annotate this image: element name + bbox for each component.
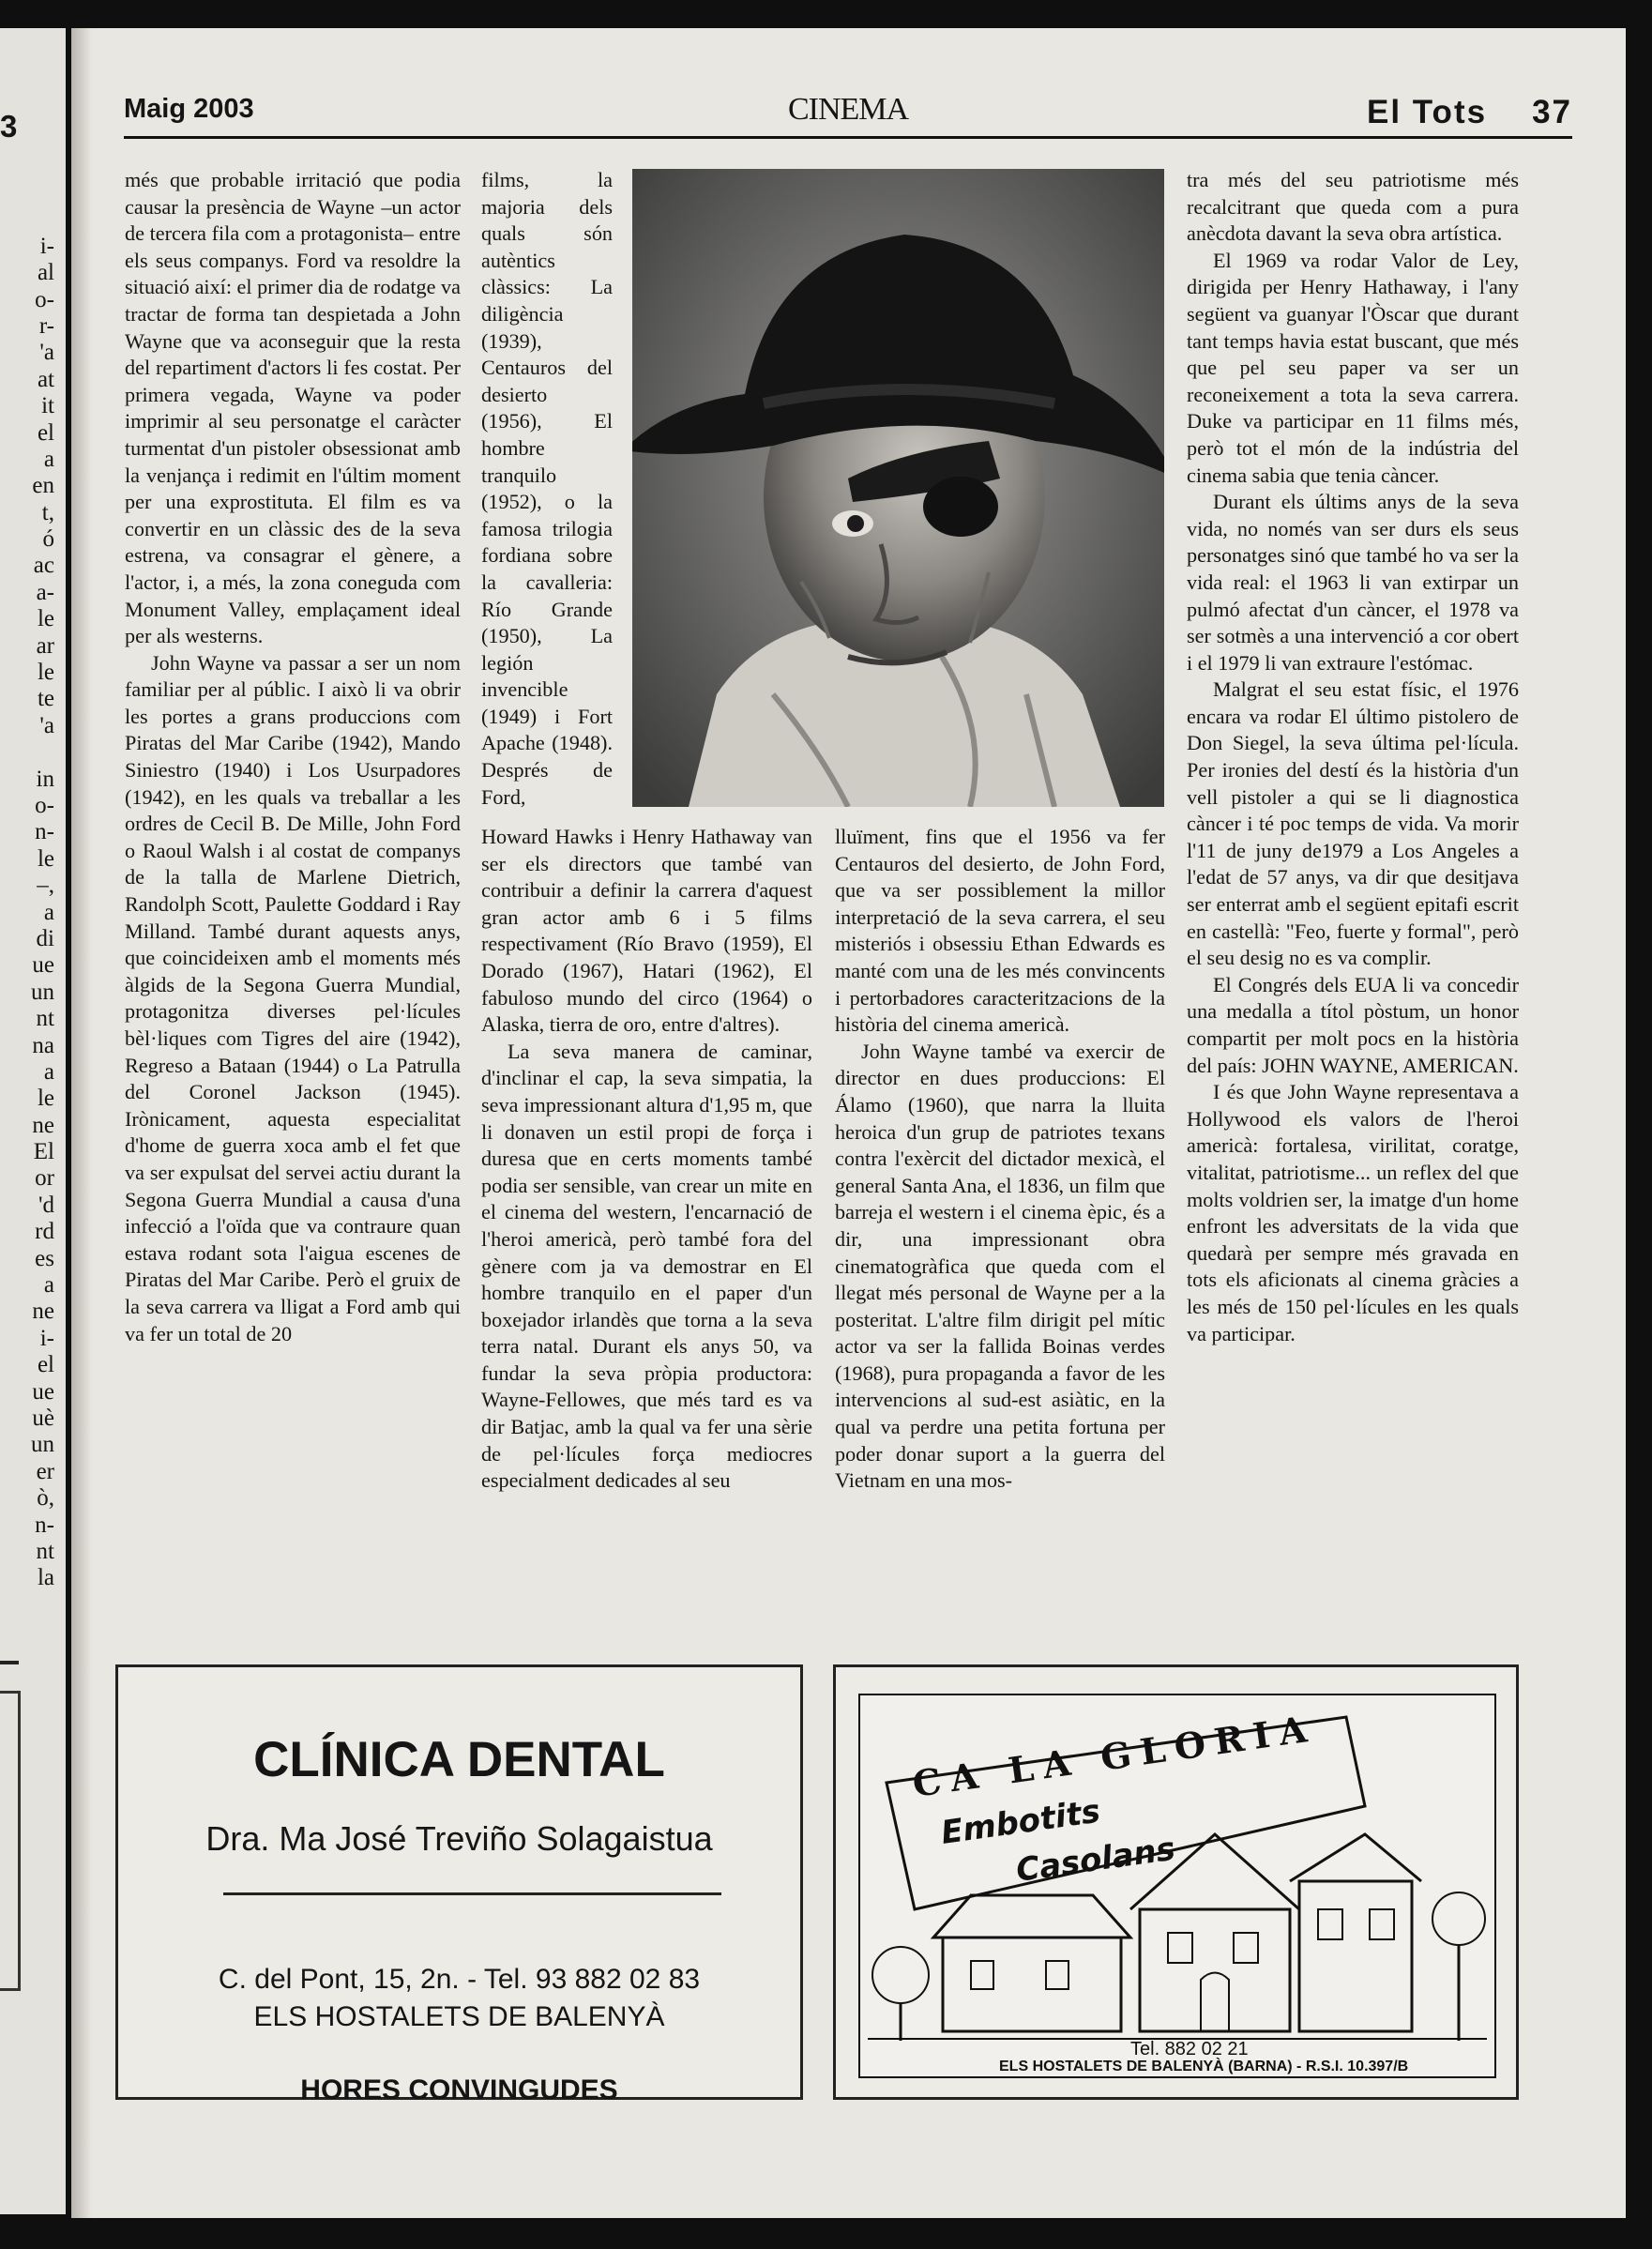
binding-shadow	[71, 28, 92, 2218]
article-column-2-top	[481, 167, 613, 811]
previous-page-fragment: ue	[32, 952, 54, 979]
paragraph: John Wayne va passar a ser un nom familiar per al públic. I això li va obrir les portes a grans produccions com Piratas del Mar Caribe (1942), Mando Siniestro (1940) i Los Usurpadores (1942), en les quals va treballar a les ordres de Cecil B. De Mille, John Ford o Raoul Walsh i al costat de companys de la talla de Marlene Dietrich, Randolph Scott, Paulette Goddard i Ray Milland. També durant aquests anys, que coincideixen amb el moments més àlgids de la Segona Guerra Mundial, protagonitza diverses pel·lícules bèl·liques com Tigres del aire (1942), Regreso a Bataan (1944) o La Patrulla del Coronel Jackson (1945). Irònicament, aquesta especialitat d'home de guerra xoca amb el fet que va ser expulsat del servei actiu durant la Segona Guerra Mundial a causa d'una infecció a l'oïda que va contraure quan estava rodant sota l'aigua escenes de Piratas del Mar Caribe. Però el gruix de la seva carrera va lligat a Ford amb qui va fer un total de 20	[125, 650, 461, 1345]
previous-page-rule	[0, 1661, 19, 1664]
page-header	[124, 92, 1572, 139]
ad-hours: HORES CONVINGUDES	[300, 2074, 618, 2105]
previous-page-fragment: es	[35, 1245, 54, 1271]
publication-and-page	[1367, 94, 1572, 131]
paragraph: més que probable irritació que podia causar la presència de Wayne –un actor de tercera fila com a protagonista– entre els seus companys. Ford va resoldre la situació així: el primer dia de rodatge va tractar de forma tan despietada a John Wayne que va aconseguir que la resta del repartiment d'actors li fes costat. Per primera vegada, Wayne va poder imprimir al seu personatge el caràcter turmentat d'un pistoler obsessionat amb la venjança i redimit en l'últim moment per una exprostitutа. El film es va convertir en un clàssic des de la seva estrena, va consagrar el gènere, a l'actor, i, a més, la zona coneguda com Monument Valley, emplaçament ideal per als westerns.	[125, 168, 461, 648]
previous-page-ad-edge	[0, 1691, 21, 1991]
previous-page-fragment: ac	[33, 553, 54, 579]
previous-page-fragment: a	[43, 899, 54, 925]
previous-page-fragment: t,	[41, 499, 54, 525]
ad-doctor-name: Dra. Ma José Treviño Solagaistua	[205, 1819, 713, 1858]
ad-title: CLÍNICA DENTAL	[253, 1732, 665, 1787]
previous-page-fragment: o-	[35, 792, 54, 818]
previous-page-fragment: un	[31, 1432, 54, 1458]
previous-page-fragment: ar	[36, 632, 54, 659]
previous-page-fragment: r-	[38, 312, 54, 339]
previous-page-fragment: i-	[39, 233, 54, 259]
previous-page-fragment: 'd	[38, 1192, 54, 1218]
ad-address: C. del Pont, 15, 2n. - Tel. 93 882 02 83	[218, 1964, 701, 1995]
previous-page-fragment: le	[37, 606, 54, 632]
previous-page-fragment: nt	[36, 1538, 54, 1564]
previous-page-fragment: te	[37, 686, 54, 712]
article-column-4	[1187, 167, 1519, 1347]
previous-page-fragment: en	[32, 473, 54, 499]
previous-page-fragment: or	[35, 1165, 54, 1192]
previous-page-fragment: di	[36, 925, 54, 951]
paragraph: Malgrat el seu estat físic, el 1976 encara va rodar El último pistolero de Don Siegel, la seva última pel·lícula. Per ironies del destí és la història d'un vell pistoler a qui se li diagnostica càncer i té poc temps de vida. Va morir l'11 de juny de1979 a Los Angeles a l'edat de 57 anys, va dir que desitjava ser enterrat amb el següent epitafi escrit en castellà: "Feo, fuerte y formal", però el seu desig no es va complir.	[1187, 677, 1519, 970]
previous-page-fragment: a-	[36, 579, 54, 605]
issue-date: Maig 2003	[124, 94, 254, 124]
previous-page-edge	[0, 28, 66, 2214]
previous-page-fragment: 'a	[39, 712, 54, 738]
previous-page-fragment	[0, 180, 54, 206]
paragraph: Durant els últims anys de la seva vida, no només van ser durs els seus personatges sinó que també ho va ser la vida real: el 1963 li van extirpar un pulmó afectat d'un càncer, el 1978 va ser sotmès a una intervenció a cor obert i el 1979 li van extraure l'estómac.	[1187, 490, 1519, 675]
previous-page-fragment: un	[31, 979, 54, 1005]
previous-page-fragment	[0, 739, 54, 766]
previous-page-fragment: le	[37, 1086, 54, 1112]
paragraph: tra més del seu patriotisme més recalcitrant que queda com a pura anècdota davant la seva obra artística.	[1187, 168, 1519, 246]
previous-page-fragment: o-	[35, 286, 54, 312]
previous-page-fragment: er	[36, 1458, 54, 1484]
previous-page-fragment: nt	[36, 1006, 54, 1032]
previous-page-fragment: in	[36, 766, 54, 792]
previous-page-fragment: ó	[42, 526, 54, 553]
paragraph: lluïment, fins que el 1956 va fer Centauros del desierto, de John Ford, que va ser possiblement la millor interpretació de la seva carrera, el seu misteriós i obsessiu Ethan Edwards es manté com una de les més convincents i pertorbadores caracteritzacions de la història del cinema americà.	[835, 825, 1165, 1037]
previous-page-fragment: la	[37, 1565, 54, 1591]
ca-la-gloria-drawing	[858, 1694, 1496, 2078]
previous-page-fragment: i-	[39, 1325, 54, 1351]
previous-page-fragment: at	[37, 366, 54, 392]
previous-page-fragment: El	[33, 1139, 54, 1165]
paragraph: La seva manera de caminar, d'inclinar el cap, la seva simpatia, la seva impressionant altura d'1,95 m, que li donaven un estil propi de força i duresa que en certs moments també podia ser sensible, van crear un mite en el cinema del western, l'encarnació de l'heroi americà, però també fora del gènere com ja va demostrar en El hombre tranquilo en el paper d'un boxejador irlandès que torna a la seva terra natal. Durant els anys 50, va fundar la seva pròpia productora: Wayne-Fellowes, que més tard es va dir Batjac, amb la qual va fer una sèrie de pel·lícules força mediocres especialment dedicades al seu	[481, 1039, 812, 1493]
ad-line-1: Embotits	[938, 1792, 1103, 1852]
paragraph: Howard Hawks i Henry Hathaway van ser els directors que també van contribuir a definir la carrera d'aquest gran actor amb 6 i 5 films respectivament (Río Bravo (1959), El Dorado (1967), Hatari (1962), El fabuloso mundo del circo (1964) o Alaska, tierra de oro, entre d'altres).	[481, 825, 812, 1037]
previous-page-fragment: rd	[35, 1219, 54, 1245]
previous-page-fragment: ò,	[37, 1485, 54, 1512]
article-column-3	[835, 824, 1165, 1495]
previous-page-fragment: ne	[32, 1299, 54, 1325]
previous-page-fragment: ue	[32, 1378, 54, 1405]
previous-page-fragment: le	[37, 845, 54, 872]
dental-clinic-ad	[115, 1664, 803, 2105]
paragraph: I és que John Wayne representava a Hollywood els valors de l'heroi americà: fortalesa, virilitat, coratge, vitalitat, patriotisme... un reflex del que molts voldrien ser, la imatge d'un home enfront les adversitats de la vida que quedarà per sempre més gravada en tots els aficionats al cinema gràcies a les més de 150 pel·lícules en les quals va participar.	[1187, 1080, 1519, 1345]
previous-page-number: 3	[0, 109, 18, 144]
article-column-2-bottom	[481, 824, 812, 1495]
previous-page-fragment: a	[43, 1272, 54, 1299]
previous-page-fragment: el	[37, 419, 54, 446]
ad-town: ELS HOSTALETS DE BALENYÀ	[253, 2001, 665, 2032]
previous-page-fragment: ne	[32, 1112, 54, 1138]
previous-page-fragment: uè	[32, 1405, 54, 1431]
portrait-illustration	[632, 169, 1164, 807]
previous-page-fragment: a	[43, 1058, 54, 1085]
previous-page-fragment: na	[32, 1032, 54, 1058]
previous-page-fragment: 'a	[39, 340, 54, 366]
previous-page-text-fragments	[0, 180, 54, 1592]
paragraph: films, la majoria dels quals són autèntics clàssics: La diligència (1939), Centauros del desierto (1956), El hombre tranquilo (1952), o la famosa trilogia fordiana sobre la cavalleria: Río Grande (1950), La legión invencible (1949) i Fort Apache (1948). Després de Ford,	[481, 168, 613, 809]
previous-page-fragment: a	[43, 446, 54, 472]
publication-name: El Tots	[1366, 94, 1488, 130]
ca-la-gloria-ad	[833, 1664, 1519, 2100]
article-column-1	[125, 167, 461, 1347]
previous-page-fragment	[0, 206, 54, 233]
magazine-page	[71, 28, 1626, 2218]
previous-page-fragment: el	[37, 1352, 54, 1378]
paragraph: John Wayne també va exercir de director en dues produccions: El Álamo (1960), que narra la lluita heroica d'un grup de patriotes texans contra l'exèrcit del dictador mexicà, el general Santa Ana, el 1836, un film que barreja el western i el cinema èpic, és a dir, una impressionant obra cinematogràfica que queda com el llegat més personal de Wayne per a la posteritat. L'altre film dirigit pel mític actor va ser la fallida Boinas verdes (1968), pura propaganda a favor de les intervencions al sud-est asiàtic, en la qual va perdre una petita fortuna per poder donar suport a la guerra del Vietnam en una mos-	[835, 1039, 1165, 1493]
paragraph: El 1969 va rodar Valor de Ley, dirigida per Henry Hathaway, i l'any següent va guanyar l'Òscar que durant tant temps havia estat buscant, que més que pel seu paper va ser un reconeixement a tota la seva carrera. Duke va participar en 11 films més, però tot el món de la indústria del cinema sabia que tenia càncer.	[1187, 248, 1519, 487]
section-title: CINEMA	[787, 92, 909, 127]
ad-line-2: Casolans	[1013, 1830, 1178, 1890]
ad-divider	[223, 1892, 721, 1895]
previous-page-fragment: n-	[35, 819, 54, 845]
ad-shop-name: CA LA GLORIA	[909, 1707, 1319, 1805]
john-wayne-portrait-photo	[632, 169, 1164, 807]
previous-page-fragment: n-	[35, 1512, 54, 1538]
previous-page-fragment: it	[41, 393, 54, 419]
previous-page-fragment: al	[37, 260, 54, 286]
ad-footer: ELS HOSTALETS DE BALENYÀ (BARNA) - R.S.I. 10.397/B	[999, 2059, 1409, 2074]
page-number: 37	[1532, 94, 1572, 130]
paragraph: El Congrés dels EUA li va concedir una medalla a títol pòstum, un honor compartit per molt pocs en la història del país: JOHN WAYNE, AMERICAN.	[1187, 972, 1519, 1077]
previous-page-fragment: le	[37, 660, 54, 686]
previous-page-fragment: –,	[37, 873, 54, 899]
ad-phone: Tel. 882 02 21	[1130, 2039, 1249, 2059]
